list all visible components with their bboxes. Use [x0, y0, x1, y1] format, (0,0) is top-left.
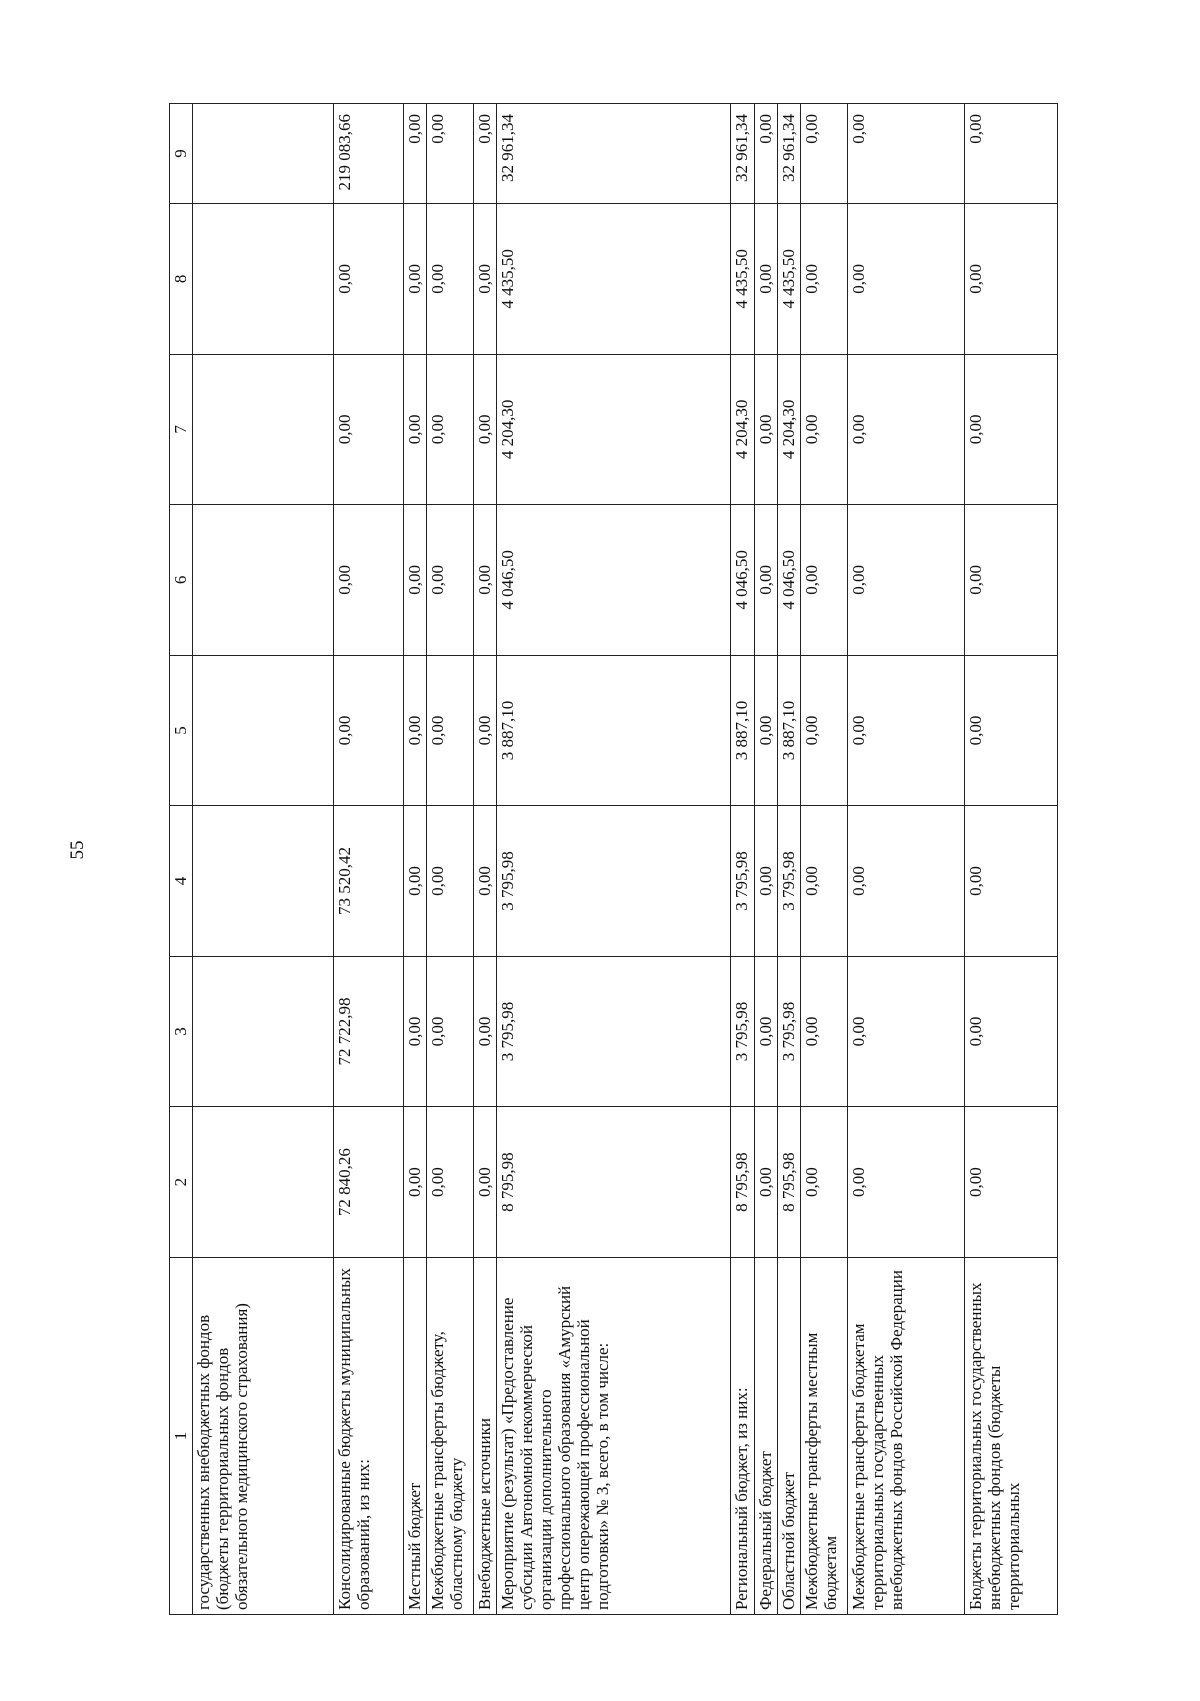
value-cell: 0,00	[755, 806, 778, 957]
value-cell: 0,00	[801, 505, 848, 656]
value-cell: 0,00	[404, 204, 427, 355]
total-cell: 219 083,66	[334, 104, 404, 204]
value-cell: 0,00	[404, 655, 427, 806]
value-cell: 0,00	[427, 655, 474, 806]
value-cell: 4 435,50	[731, 204, 755, 355]
value-cell: 3 795,98	[778, 956, 801, 1107]
value-cell: 0,00	[427, 806, 474, 957]
value-cell: 72 840,26	[334, 1107, 404, 1258]
value-cell: 0,00	[848, 655, 965, 806]
row-label: Мероприятие (результат) «Предоставление субсидии Автономной некоммерческой организации дополнительного профессионального образования «Амурский центр опережающей профессиональной подготовки» № 3, всего, в том числе:	[497, 1257, 731, 1614]
table-row	[801, 104, 848, 1615]
value-cell: 0,00	[965, 505, 1058, 656]
value-cell: 0,00	[474, 956, 497, 1107]
value-cell: 3 887,10	[497, 655, 731, 806]
value-cell: 0,00	[404, 505, 427, 656]
value-cell: 0,00	[965, 354, 1058, 505]
value-cell: 4 435,50	[778, 204, 801, 355]
total-cell: 0,00	[474, 104, 497, 204]
value-cell	[193, 204, 334, 355]
value-cell: 0,00	[755, 505, 778, 656]
value-cell: 4 204,30	[731, 354, 755, 505]
row-label: Региональный бюджет, из них:	[731, 1257, 755, 1614]
table-body	[193, 104, 1058, 1615]
value-cell: 4 046,50	[731, 505, 755, 656]
total-cell: 32 961,34	[497, 104, 731, 204]
row-label: Внебюджетные источники	[474, 1257, 497, 1614]
value-cell: 4 046,50	[497, 505, 731, 656]
column-number-row	[170, 104, 193, 1615]
table-row	[427, 104, 474, 1615]
value-cell: 0,00	[427, 505, 474, 656]
value-cell: 3 795,98	[778, 806, 801, 957]
column-header: 6	[170, 505, 193, 656]
row-label: Консолидированные бюджеты муниципальных образований, из них:	[334, 1257, 404, 1614]
table-row	[334, 104, 404, 1615]
value-cell: 0,00	[755, 956, 778, 1107]
value-cell: 0,00	[334, 354, 404, 505]
value-cell: 0,00	[404, 956, 427, 1107]
table-row	[965, 104, 1058, 1615]
row-label: Бюджеты территориальных государственных внебюджетных фондов (бюджеты территориальных	[965, 1257, 1058, 1614]
value-cell: 0,00	[474, 505, 497, 656]
value-cell: 0,00	[755, 354, 778, 505]
value-cell: 4 204,30	[778, 354, 801, 505]
total-cell: 32 961,34	[731, 104, 755, 204]
column-header: 7	[170, 354, 193, 505]
value-cell: 0,00	[474, 354, 497, 505]
value-cell: 0,00	[965, 956, 1058, 1107]
value-cell	[193, 655, 334, 806]
value-cell: 72 722,98	[334, 956, 404, 1107]
column-header: 3	[170, 956, 193, 1107]
value-cell: 3 887,10	[778, 655, 801, 806]
value-cell: 0,00	[801, 956, 848, 1107]
value-cell: 0,00	[848, 956, 965, 1107]
total-cell	[193, 104, 334, 204]
table-row	[755, 104, 778, 1615]
value-cell: 0,00	[965, 1107, 1058, 1258]
value-cell: 0,00	[965, 204, 1058, 355]
row-label: Федеральный бюджет	[755, 1257, 778, 1614]
value-cell: 0,00	[848, 806, 965, 957]
total-cell: 0,00	[801, 104, 848, 204]
value-cell: 0,00	[755, 1107, 778, 1258]
value-cell: 0,00	[965, 655, 1058, 806]
value-cell: 0,00	[474, 1107, 497, 1258]
table-row	[731, 104, 755, 1615]
value-cell: 0,00	[404, 806, 427, 957]
value-cell: 4 204,30	[497, 354, 731, 505]
value-cell: 0,00	[848, 204, 965, 355]
value-cell: 0,00	[404, 354, 427, 505]
row-label: Межбюджетные трансферты бюджету, областному бюджету	[427, 1257, 474, 1614]
value-cell: 0,00	[801, 1107, 848, 1258]
row-label: государственных внебюджетных фондов (бюджеты территориальных фондов обязательного медицинского страхования)	[193, 1257, 334, 1614]
table-header	[170, 104, 193, 1615]
value-cell: 73 520,42	[334, 806, 404, 957]
value-cell: 0,00	[404, 1107, 427, 1258]
value-cell: 3 795,98	[497, 956, 731, 1107]
value-cell: 0,00	[801, 354, 848, 505]
value-cell: 0,00	[474, 204, 497, 355]
column-header: 8	[170, 204, 193, 355]
total-cell: 0,00	[755, 104, 778, 204]
value-cell: 8 795,98	[731, 1107, 755, 1258]
value-cell	[193, 956, 334, 1107]
column-header: 1	[170, 1257, 193, 1614]
table-row	[778, 104, 801, 1615]
value-cell: 0,00	[801, 204, 848, 355]
value-cell: 0,00	[848, 1107, 965, 1258]
table-row	[404, 104, 427, 1615]
value-cell: 0,00	[427, 956, 474, 1107]
value-cell: 3 887,10	[731, 655, 755, 806]
value-cell: 4 046,50	[778, 505, 801, 656]
value-cell	[193, 354, 334, 505]
total-cell: 0,00	[965, 104, 1058, 204]
table-row	[474, 104, 497, 1615]
value-cell: 0,00	[334, 204, 404, 355]
value-cell: 0,00	[848, 354, 965, 505]
value-cell	[193, 505, 334, 656]
value-cell	[193, 806, 334, 957]
value-cell: 0,00	[334, 505, 404, 656]
column-header: 2	[170, 1107, 193, 1258]
value-cell: 0,00	[801, 806, 848, 957]
total-cell: 0,00	[848, 104, 965, 204]
table-row	[848, 104, 965, 1615]
value-cell: 0,00	[755, 204, 778, 355]
value-cell: 0,00	[427, 204, 474, 355]
value-cell: 3 795,98	[497, 806, 731, 957]
column-header: 5	[170, 655, 193, 806]
row-label: Межбюджетные трансферты местным бюджетам	[801, 1257, 848, 1614]
value-cell: 8 795,98	[778, 1107, 801, 1258]
value-cell: 0,00	[334, 655, 404, 806]
value-cell: 0,00	[755, 655, 778, 806]
value-cell: 0,00	[474, 655, 497, 806]
page-number: 55	[67, 840, 88, 860]
value-cell: 3 795,98	[731, 956, 755, 1107]
value-cell: 4 435,50	[497, 204, 731, 355]
total-cell: 0,00	[427, 104, 474, 204]
value-cell: 0,00	[801, 655, 848, 806]
column-header: 9	[170, 104, 193, 204]
total-cell: 32 961,34	[778, 104, 801, 204]
row-label: Местный бюджет	[404, 1257, 427, 1614]
value-cell	[193, 1107, 334, 1258]
value-cell: 0,00	[474, 806, 497, 957]
column-header: 4	[170, 806, 193, 957]
total-cell: 0,00	[404, 104, 427, 204]
value-cell: 8 795,98	[497, 1107, 731, 1258]
value-cell: 0,00	[427, 354, 474, 505]
rotated-page-content	[169, 103, 1129, 1615]
table-row	[497, 104, 731, 1615]
row-label: Межбюджетные трансферты бюджетам территориальных государственных внебюджетных фондов Российской Федерации	[848, 1257, 965, 1614]
budget-table	[169, 103, 1058, 1615]
value-cell: 0,00	[965, 806, 1058, 957]
value-cell: 0,00	[848, 505, 965, 656]
value-cell: 0,00	[427, 1107, 474, 1258]
table-row	[193, 104, 334, 1615]
row-label: Областной бюджет	[778, 1257, 801, 1614]
value-cell: 3 795,98	[731, 806, 755, 957]
